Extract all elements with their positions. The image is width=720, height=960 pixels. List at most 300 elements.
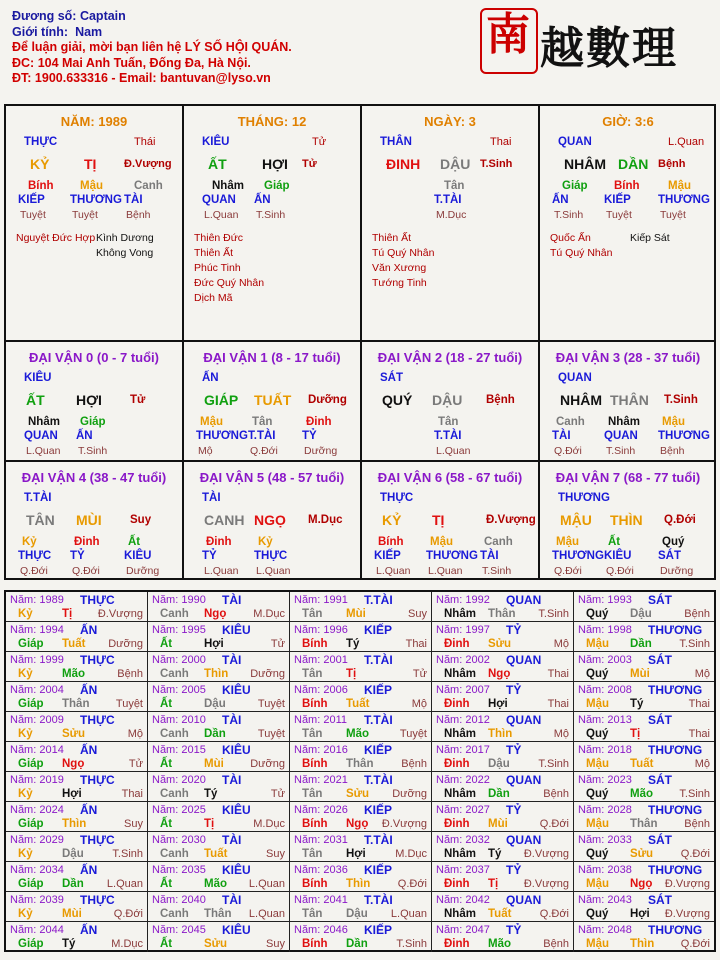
dai-van-cell: [540, 342, 716, 462]
annual-branch: Mùi: [488, 818, 508, 830]
twelve-stage: Dưỡng: [660, 565, 694, 577]
address-line: ĐC: 104 Mai Anh Tuấn, Đống Đa, Hà Nội.: [12, 55, 251, 70]
hidden-star: KIÊU: [124, 550, 152, 562]
annual-cell: [6, 892, 148, 922]
annual-cell: [290, 922, 432, 952]
annual-stage: Tuyệt: [399, 728, 427, 740]
annual-cell: [432, 862, 574, 892]
annual-cell: [574, 652, 714, 682]
annual-cell: [290, 712, 432, 742]
hidden-stem: Canh: [556, 416, 585, 428]
annual-year: Năm: 2001: [294, 654, 348, 666]
annual-cell: [290, 622, 432, 652]
annual-star: KIÊU: [222, 863, 251, 877]
annual-star: KIÊU: [222, 803, 251, 817]
hidden-stem: Giáp: [264, 180, 290, 192]
annual-cell: [290, 892, 432, 922]
annual-cell: [148, 742, 290, 772]
annual-stage: Suy: [266, 848, 285, 860]
top-star: QUAN: [558, 136, 592, 148]
earth-branch: HỢI: [76, 392, 102, 408]
annual-stage: Q.Đới: [539, 818, 569, 830]
pillar-title: THÁNG: 12: [237, 114, 307, 129]
annual-cell: [432, 832, 574, 862]
annual-stage: L.Quan: [390, 908, 427, 920]
annual-star: KIẾP: [364, 743, 393, 757]
annual-stem: Bính: [302, 698, 328, 710]
right-label-1: L.Quan: [668, 136, 705, 148]
annual-stage: Tuyệt: [257, 698, 285, 710]
dai-van-cell: [540, 462, 716, 578]
annual-year: Năm: 1995: [152, 624, 206, 636]
annual-stage: M.Dục: [395, 848, 427, 860]
twelve-stage: Bệnh: [486, 394, 515, 406]
annual-year: Năm: 2029: [10, 834, 64, 846]
annual-year: Năm: 2031: [294, 834, 348, 846]
annual-year: Năm: 2048: [578, 924, 632, 936]
annual-star: TÀI: [222, 593, 242, 607]
annual-year: Năm: 2008: [578, 684, 632, 696]
annual-stage: Mộ: [694, 668, 710, 680]
hidden-star: KIẾP: [18, 194, 45, 206]
annual-branch: Tý: [204, 788, 218, 800]
hidden-stem: Tân: [438, 416, 459, 428]
annual-cell: [290, 832, 432, 862]
logo-text: 越數理: [540, 23, 678, 74]
annual-cell: [6, 742, 148, 772]
dai-van-title: ĐẠI VẬN 6 (58 - 67 tuổi): [377, 470, 523, 485]
annual-stem: Mậu: [586, 638, 609, 650]
annual-year: Năm: 1989: [10, 594, 64, 606]
annual-stage: Mộ: [553, 638, 569, 650]
pillar-title: NGÀY: 3: [424, 114, 476, 129]
annual-star: T.TÀI: [364, 893, 393, 907]
annual-year: Năm: 2041: [294, 894, 348, 906]
hidden-stem: Đinh: [206, 536, 232, 548]
twelve-stage: Q.Đới: [72, 565, 100, 577]
annual-branch: Sửu: [488, 638, 512, 650]
annual-stem: Giáp: [18, 818, 44, 830]
twelve-stage: L.Quan: [204, 565, 239, 577]
twelve-stage: Q.Đới: [664, 514, 696, 526]
annual-stage: T.Sinh: [396, 938, 427, 950]
annual-branch: Thìn: [62, 818, 87, 830]
annual-star: TỶ: [506, 803, 522, 817]
annual-star: THỰC: [80, 653, 115, 667]
earth-branch: DẬU: [432, 392, 463, 408]
hidden-stem: Mậu: [200, 416, 223, 428]
annual-stem: Quý: [586, 908, 609, 920]
hidden-star: THƯƠNG: [658, 194, 710, 206]
annual-star: ẤN: [80, 923, 98, 937]
annual-stem: Canh: [160, 728, 189, 740]
annual-branch: Tị: [630, 728, 641, 740]
annual-branch: Tý: [346, 638, 360, 650]
annual-star: KIẾP: [364, 923, 393, 937]
annual-year: Năm: 2030: [152, 834, 206, 846]
earth-branch: MÙI: [76, 512, 102, 528]
earth-branch: TỊ: [84, 156, 97, 172]
dai-van-title: ĐẠI VẬN 5 (48 - 57 tuổi): [199, 470, 345, 485]
annual-star: THỰC: [80, 713, 115, 727]
shensha-item: Kình Dương: [96, 232, 154, 244]
annual-branch: Mùi: [346, 608, 366, 620]
annual-cell: [574, 892, 714, 922]
gender-value: Nam: [75, 24, 103, 39]
annual-stage: Thai: [547, 698, 569, 710]
shensha-item: Nguyệt Đức Hợp: [16, 232, 96, 244]
gender-line: [12, 25, 292, 41]
annual-stem: Mậu: [586, 938, 609, 950]
annual-branch: Tuất: [62, 638, 86, 650]
twelve-stage: L.Quan: [428, 565, 463, 577]
annual-stage: Mộ: [553, 728, 569, 740]
heaven-stem: GIÁP: [204, 392, 239, 408]
annual-stage: Mộ: [127, 728, 143, 740]
annual-stage: T.Sinh: [538, 608, 569, 620]
annual-stem: Ất: [160, 878, 173, 890]
shensha-item: Tướng Tinh: [372, 277, 427, 289]
annual-year: Năm: 2043: [578, 894, 632, 906]
hidden-star: THỰC: [18, 550, 52, 562]
annual-stem: Bính: [302, 758, 328, 770]
dai-van-title: ĐẠI VẬN 2 (18 - 27 tuổi): [377, 350, 523, 365]
annual-stage: T.Sinh: [679, 638, 710, 650]
annual-branch: Dần: [488, 788, 510, 800]
phone-email-line[interactable]: ĐT: 1900.633316 - Email: bantuvan@lyso.vn: [12, 71, 271, 85]
annual-branch: Sửu: [62, 728, 86, 740]
annual-stem: Giáp: [18, 878, 44, 890]
hidden-stem: Tân: [444, 180, 465, 192]
dai-van-title: ĐẠI VẬN 1 (8 - 17 tuổi): [203, 350, 341, 365]
annual-stage: M.Dục: [253, 818, 285, 830]
annual-star: TỶ: [506, 863, 522, 877]
annual-star: KIẾP: [364, 803, 393, 817]
annual-stem: Giáp: [18, 938, 44, 950]
annual-stem: Ất: [160, 938, 173, 950]
twelve-stage: Tuyệt: [606, 209, 632, 221]
annual-stem: Bính: [302, 818, 328, 830]
annual-branch: Thân: [488, 608, 516, 620]
annual-stage: Đ.Vượng: [523, 848, 569, 860]
annual-star: SÁT: [648, 593, 672, 607]
annual-cell: [432, 712, 574, 742]
annual-year: Năm: 2040: [152, 894, 206, 906]
annual-stage: Tuyệt: [257, 728, 285, 740]
annual-stem: Mậu: [586, 878, 609, 890]
annual-year: Năm: 1996: [294, 624, 348, 636]
hidden-stem: Mậu: [662, 416, 685, 428]
annual-stage: Q.Đới: [539, 908, 569, 920]
dai-van-title: ĐẠI VẬN 4 (38 - 47 tuổi): [21, 470, 167, 485]
logo: [480, 8, 710, 78]
annual-stage: Tử: [270, 788, 285, 800]
annual-stem: Bính: [302, 638, 328, 650]
annual-star: KIÊU: [222, 743, 251, 757]
annual-cell: [148, 802, 290, 832]
annual-year: Năm: 1993: [578, 594, 632, 606]
hidden-stem: Mậu: [556, 536, 579, 548]
annual-cell: [148, 832, 290, 862]
annual-star: TÀI: [222, 773, 242, 787]
annual-star: KIẾP: [364, 683, 393, 697]
annual-stem: Kỷ: [18, 668, 33, 680]
annual-stage: Tử: [270, 638, 285, 650]
annual-branch: Tuất: [630, 758, 654, 770]
annual-stage: Q.Đới: [113, 908, 143, 920]
heaven-stem: KỶ: [30, 156, 50, 172]
hidden-star: QUAN: [24, 430, 58, 442]
annual-stem: Tân: [302, 788, 323, 800]
annual-year: Năm: 2038: [578, 864, 632, 876]
annual-year: Năm: 2006: [294, 684, 348, 696]
annual-cell: [6, 772, 148, 802]
annual-branch: Dậu: [630, 608, 652, 620]
annual-branch: Mão: [630, 788, 653, 800]
annual-branch: Dần: [630, 638, 652, 650]
earth-branch: TUẤT: [254, 392, 292, 408]
hidden-stem: Ất: [608, 536, 621, 548]
annual-cell: [6, 592, 148, 622]
annual-star: THỰC: [80, 893, 115, 907]
annual-branch: Mão: [204, 878, 227, 890]
right-label-1: Tử: [312, 136, 327, 148]
annual-year: Năm: 2034: [10, 864, 64, 876]
seal-stamp: [480, 8, 538, 74]
pillars-grid: [4, 104, 716, 580]
annual-branch: Mão: [62, 668, 85, 680]
top-star: KIÊU: [24, 372, 52, 384]
annual-stage: Q.Đới: [680, 848, 710, 860]
hidden-stem: Canh: [134, 180, 163, 192]
shensha-item: Phúc Tinh: [194, 262, 241, 274]
annual-stage: Tuyệt: [115, 698, 143, 710]
annual-year: Năm: 2028: [578, 804, 632, 816]
annual-stem: Mậu: [586, 818, 609, 830]
heaven-stem: CANH: [204, 512, 245, 528]
earth-branch: THÂN: [610, 392, 649, 408]
shensha-item: Thiên Ất: [194, 247, 234, 259]
annual-cell: [290, 772, 432, 802]
annual-cell: [432, 892, 574, 922]
twelve-stage: Tuyệt: [20, 209, 46, 221]
annual-branch: Sửu: [346, 788, 370, 800]
shensha-item: Tú Quý Nhân: [372, 247, 435, 259]
top-star: TÀI: [202, 492, 221, 504]
twelve-stage: T.Sinh: [664, 394, 698, 406]
annual-branch: Ngọ: [204, 608, 227, 620]
seal-char: 南: [486, 9, 530, 60]
annual-year: Năm: 1999: [10, 654, 64, 666]
annual-stem: Đinh: [444, 698, 470, 710]
twelve-stage: Q.Đới: [554, 565, 582, 577]
hidden-star: THƯƠNG: [426, 550, 478, 562]
annual-stem: Tân: [302, 668, 323, 680]
heaven-stem: ẤT: [208, 156, 227, 172]
annual-branch: Tý: [62, 938, 76, 950]
twelve-stage: Dưỡng: [304, 445, 338, 457]
annual-star: SÁT: [648, 713, 672, 727]
shensha-item: Không Vong: [96, 247, 154, 259]
annual-stem: Kỷ: [18, 908, 33, 920]
name-label: Đương số:: [12, 9, 77, 23]
annual-cell: [6, 832, 148, 862]
annual-branch: Hợi: [346, 848, 366, 860]
annual-star: KIÊU: [222, 923, 251, 937]
annual-branch: Tị: [204, 818, 215, 830]
annual-stage: Bệnh: [684, 818, 710, 830]
annual-year: Năm: 2045: [152, 924, 206, 936]
twelve-stage: Tuyệt: [72, 209, 98, 221]
annual-year: Năm: 2037: [436, 864, 490, 876]
annual-year: Năm: 2039: [10, 894, 64, 906]
shensha-item: Văn Xương: [372, 262, 427, 274]
dai-van-cell: [362, 342, 540, 462]
hidden-stem: Canh: [484, 536, 513, 548]
annual-stem: Mậu: [586, 698, 609, 710]
annual-stage: Thai: [121, 788, 143, 800]
annual-stem: Mậu: [586, 758, 609, 770]
annual-year: Năm: 2036: [294, 864, 348, 876]
twelve-stage: T.Sinh: [256, 209, 286, 221]
annual-stage: T.Sinh: [538, 758, 569, 770]
annual-stem: Giáp: [18, 758, 44, 770]
annual-branch: Ngọ: [488, 668, 511, 680]
hidden-star: T.TÀI: [248, 430, 276, 442]
dai-van-cell: [6, 342, 184, 462]
hidden-stem: Giáp: [80, 416, 106, 428]
annual-star: TÀI: [222, 713, 242, 727]
heaven-stem: NHÂM: [564, 156, 606, 172]
annual-stage: Q.Đới: [680, 938, 710, 950]
name-line: [12, 9, 292, 25]
pillar-cell: [540, 106, 716, 342]
annual-star: TÀI: [222, 833, 242, 847]
annual-year: Năm: 2021: [294, 774, 348, 786]
annual-stage: M.Dục: [111, 938, 143, 950]
annual-cell: [432, 622, 574, 652]
annual-year: Năm: 1991: [294, 594, 348, 606]
annual-branch: Thân: [62, 698, 90, 710]
annual-star: ẤN: [80, 743, 98, 757]
annual-star: THƯƠNG: [648, 743, 703, 757]
hidden-star: TỶ: [202, 550, 217, 562]
annual-star: TỶ: [506, 623, 522, 637]
annual-star: T.TÀI: [364, 833, 393, 847]
annual-branch: Tuất: [204, 848, 228, 860]
annual-cell: [6, 712, 148, 742]
hidden-star: THỰC: [254, 550, 288, 562]
annual-stage: Bệnh: [401, 758, 427, 770]
annual-cell: [148, 892, 290, 922]
annual-stage: Suy: [266, 938, 285, 950]
earth-branch: NGỌ: [254, 512, 286, 528]
hidden-stem: Kỷ: [258, 536, 273, 548]
annual-branch: Sửu: [630, 848, 654, 860]
annual-branch: Hợi: [488, 698, 508, 710]
annual-stem: Nhâm: [444, 728, 476, 740]
annual-stage: Thai: [688, 728, 710, 740]
top-star: QUAN: [558, 372, 592, 384]
hidden-star: QUAN: [202, 194, 236, 206]
annual-branch: Tuất: [488, 908, 512, 920]
annual-cell: [290, 592, 432, 622]
annual-cell: [432, 682, 574, 712]
annual-cell: [432, 802, 574, 832]
annual-star: THƯƠNG: [648, 623, 703, 637]
annual-stem: Nhâm: [444, 788, 476, 800]
annual-stage: Bệnh: [684, 608, 710, 620]
hidden-stem: Tân: [252, 416, 273, 428]
annual-cell: [148, 652, 290, 682]
hidden-star: THƯƠNG: [70, 194, 122, 206]
annual-year: Năm: 2025: [152, 804, 206, 816]
annual-stem: Ất: [160, 698, 173, 710]
annual-stage: L.Quan: [106, 878, 143, 890]
hidden-stem: Đinh: [306, 416, 332, 428]
annual-stem: Đinh: [444, 938, 470, 950]
annual-branch: Mùi: [62, 908, 82, 920]
top-star: THỰC: [24, 136, 58, 148]
annual-branch: Hợi: [62, 788, 82, 800]
pillar-cell: [362, 106, 540, 342]
annual-cell: [6, 922, 148, 952]
twelve-stage: L.Quan: [204, 209, 239, 221]
annual-year: Năm: 2013: [578, 714, 632, 726]
hidden-stem: Bính: [378, 536, 404, 548]
annual-branch: Thìn: [488, 728, 513, 740]
annual-stage: Suy: [124, 818, 143, 830]
hidden-stem: Đinh: [74, 536, 100, 548]
annual-year: Năm: 2009: [10, 714, 64, 726]
annual-stem: Đinh: [444, 878, 470, 890]
annual-year: Năm: 2000: [152, 654, 206, 666]
annual-branch: Tị: [62, 608, 73, 620]
right-label-2: Bệnh: [658, 158, 686, 170]
earth-branch: DẦN: [618, 156, 649, 172]
annual-star: THƯƠNG: [648, 683, 703, 697]
annual-year: Năm: 2017: [436, 744, 490, 756]
annual-stage: Tử: [412, 668, 427, 680]
annual-cell: [432, 592, 574, 622]
annual-star: KIÊU: [222, 683, 251, 697]
annual-star: TỶ: [506, 923, 522, 937]
top-star: THƯƠNG: [558, 492, 610, 504]
annual-stem: Nhâm: [444, 908, 476, 920]
twelve-stage: L.Quan: [256, 565, 291, 577]
annual-year: Năm: 2016: [294, 744, 348, 756]
shensha-item: Kiếp Sát: [630, 232, 670, 244]
twelve-stage: L.Quan: [26, 445, 61, 457]
annual-year: Năm: 2005: [152, 684, 206, 696]
annual-stage: Tử: [128, 758, 143, 770]
annual-branch: Ngọ: [630, 878, 653, 890]
right-label-1: Thai: [490, 136, 512, 148]
annual-year: Năm: 2018: [578, 744, 632, 756]
twelve-stage: Suy: [130, 514, 152, 526]
twelve-stage: Mộ: [198, 445, 213, 457]
dai-van-title: ĐẠI VẬN 0 (0 - 7 tuổi): [28, 350, 159, 365]
annual-cell: [574, 832, 714, 862]
annual-stem: Canh: [160, 788, 189, 800]
annual-star: TỶ: [506, 683, 522, 697]
annual-stage: L.Quan: [248, 908, 285, 920]
twelve-stage: Q.Đới: [20, 565, 48, 577]
annual-stem: Giáp: [18, 698, 44, 710]
heaven-stem: KỶ: [382, 512, 402, 528]
annual-branch: Sửu: [204, 938, 228, 950]
annual-cell: [432, 922, 574, 952]
